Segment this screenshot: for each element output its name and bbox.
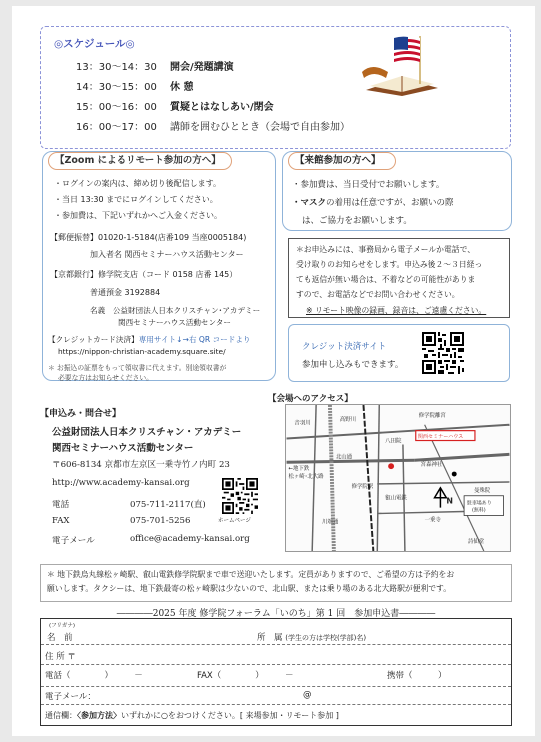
svg-text:北山通: 北山通 bbox=[335, 454, 353, 461]
visit-line: ・マスクの着用は任意ですが、お願いの際 bbox=[292, 198, 454, 208]
credit-site-text: 参加申し込みもできます。 bbox=[302, 360, 404, 370]
phone-number[interactable]: 075-711-2117(直) bbox=[130, 500, 206, 510]
svg-text:高野川: 高野川 bbox=[339, 416, 357, 423]
homepage-qr-code[interactable] bbox=[222, 478, 258, 514]
postal-holder: 加入者名 関西セミナーハウス活動センター bbox=[90, 250, 244, 259]
email-label: 電子メール bbox=[52, 536, 95, 546]
contact-org-1: 公益財団法人日本クリスチャン・アカデミー bbox=[52, 427, 242, 438]
form-row-method[interactable] bbox=[41, 705, 511, 727]
svg-text:八田院: 八田院 bbox=[385, 438, 402, 445]
zoom-bullet: ・参加費は、下記いずれかへご入金ください。 bbox=[54, 211, 222, 220]
notice-line: 願いします。タクシーは、地下鉄最寄の松ヶ崎駅は少ないので、北山駅、または乗り場のある北大路駅が便利です。 bbox=[47, 584, 452, 593]
note-line: すので、お電話などでお問い合わせください。 bbox=[296, 290, 460, 299]
schedule-title: ◎スケジュール◎ bbox=[54, 38, 135, 50]
method-field: 通信欄：〈参加方法〉いずれかに○をおつけください。[ 来場参加・リモート参加 ] bbox=[45, 711, 339, 720]
contact-org-2: 関西セミナーハウス活動センター bbox=[52, 443, 194, 454]
phone-label: 電話 bbox=[52, 500, 70, 510]
note-line: ＊お申込みには、事務局から電子メールか電話で、 bbox=[296, 245, 476, 254]
svg-text:駐車場あり: 駐車場あり bbox=[467, 500, 492, 507]
svg-text:音羽川: 音羽川 bbox=[294, 420, 311, 427]
homepage-qr-caption: ホームページ bbox=[218, 518, 251, 524]
page bbox=[12, 6, 535, 736]
visit-title: 【来館参加の方へ】 bbox=[288, 152, 396, 170]
mobile-field-label: 携帯（ ） bbox=[387, 671, 447, 681]
schedule-row: 15：00～16：00 質疑とはなしあい/閉会 bbox=[76, 102, 274, 113]
zoom-bullet: ・ログインの案内は、締め切り後配信します。 bbox=[54, 179, 221, 188]
credit-line: 【クレジットカード決済】専用サイト↓→右 QR コードより bbox=[48, 335, 251, 344]
receipt-note: ＊ お振込の証票をもって領収書に代えます。別途領収書が bbox=[48, 364, 227, 372]
credit-site-title: クレジット決済サイト bbox=[302, 342, 387, 352]
contact-title: 【申込み・問合せ】 bbox=[40, 409, 122, 419]
bank-branch: 【京都銀行】修学院支店（コード 0158 店番 145） bbox=[50, 270, 238, 279]
fax-number: 075-701-5256 bbox=[130, 516, 191, 526]
name-label: 名 前 bbox=[47, 633, 73, 643]
ruby-label: (フリガナ) bbox=[49, 623, 76, 629]
form-title: ――――2025 年度 修学院フォーラム「いのち」第 1 回 参加申込書―――― bbox=[116, 609, 436, 619]
email-address[interactable]: office@academy-kansai.org bbox=[130, 534, 250, 544]
notice-line: ＊ 地下鉄烏丸線松ヶ崎駅、叡山電鉄修学院駅まで車で送迎いたします。定員がありますので、ご希望の方は予約をお bbox=[47, 570, 455, 579]
bank-holder-2: 関西セミナーハウス活動センター bbox=[118, 318, 231, 327]
application-form bbox=[40, 618, 512, 726]
svg-text:宮森神社: 宮森神社 bbox=[420, 462, 443, 469]
svg-text:松ヶ崎･北大路: 松ヶ崎･北大路 bbox=[288, 474, 324, 480]
form-row-phone[interactable] bbox=[41, 665, 511, 687]
svg-text:修学院離宮: 修学院離宮 bbox=[418, 412, 446, 419]
fax-field-label: FAX（ ） － bbox=[197, 671, 294, 681]
svg-text:叡山電鉄: 叡山電鉄 bbox=[385, 495, 407, 502]
contact-url[interactable]: http://www.academy-kansai.org bbox=[52, 478, 190, 488]
svg-text:N: N bbox=[446, 496, 453, 506]
transport-notice bbox=[40, 564, 512, 602]
svg-text:川端通: 川端通 bbox=[322, 519, 339, 526]
affiliation-label: 所 属 (学生の方は学校(学部)名) bbox=[257, 633, 367, 643]
phone-field-label: 電話（ ） － bbox=[45, 671, 143, 681]
credit-url[interactable]: https://nippon-christian-academy.square.site/ bbox=[58, 347, 226, 356]
form-row-name bbox=[41, 619, 511, 645]
access-map bbox=[285, 404, 511, 552]
svg-text:(無料): (無料) bbox=[471, 507, 486, 514]
schedule-row: 13：30～14：30 開会/発題講演 bbox=[76, 62, 234, 73]
form-row-address[interactable] bbox=[41, 645, 511, 665]
recording-warning: ※ リモート映像の録画、録音は、ご遠慮ください。 bbox=[306, 306, 487, 315]
schedule-row: 14：30～15：00 休 憩 bbox=[76, 82, 194, 93]
flag-book-illustration bbox=[358, 32, 442, 96]
svg-text:関西セミナーハウス: 関西セミナーハウス bbox=[417, 434, 464, 441]
visit-line: は、ご協力をお願いします。 bbox=[302, 216, 412, 226]
bank-account: 普通預金 3192884 bbox=[90, 288, 161, 297]
zoom-title: 【Zoom によるリモート参加の方へ】 bbox=[48, 152, 232, 170]
email-at-sign: @ bbox=[303, 690, 312, 700]
fax-label: FAX bbox=[52, 516, 70, 526]
svg-text:曼殊院: 曼殊院 bbox=[473, 487, 491, 494]
svg-text:←地下鉄: ←地下鉄 bbox=[288, 466, 310, 473]
postal-transfer: 【郵便振替】01020-1-5184(店番109 当座0005184) bbox=[50, 233, 247, 242]
schedule-row: 16：00～17：00 講師を囲むひととき（会場で自由参加） bbox=[76, 122, 350, 133]
address-label: 住 所 〒 bbox=[45, 652, 76, 662]
email-field-label: 電子メール： bbox=[45, 692, 96, 702]
receipt-note-2: 必要な方はお知らせください。 bbox=[58, 374, 153, 382]
svg-text:一乗寺: 一乗寺 bbox=[424, 517, 441, 524]
bank-holder: 名義 公益財団法人日本クリスチャン･アカデミー bbox=[90, 306, 261, 315]
svg-text:修学院駅: 修学院駅 bbox=[351, 483, 374, 490]
zoom-bullet: ・当日 13:30 までにログインしてください。 bbox=[54, 195, 218, 204]
visit-line: ・参加費は、当日受付でお願いします。 bbox=[292, 180, 445, 190]
credit-qr-code[interactable] bbox=[422, 332, 464, 374]
svg-text:詩仙堂: 詩仙堂 bbox=[468, 539, 485, 546]
access-title: 【会場へのアクセス】 bbox=[268, 394, 353, 404]
contact-address: 〒606-8134 京都市左京区一乗寺竹ノ内町 23 bbox=[52, 460, 230, 470]
credit-site-box bbox=[288, 324, 510, 382]
note-line: ても返信が無い場合は、不着などの可能性がありま bbox=[296, 275, 476, 284]
form-row-email[interactable] bbox=[41, 687, 511, 705]
note-line: 受け取りのお知らせをします。申込み後２～３日経っ bbox=[296, 260, 483, 269]
